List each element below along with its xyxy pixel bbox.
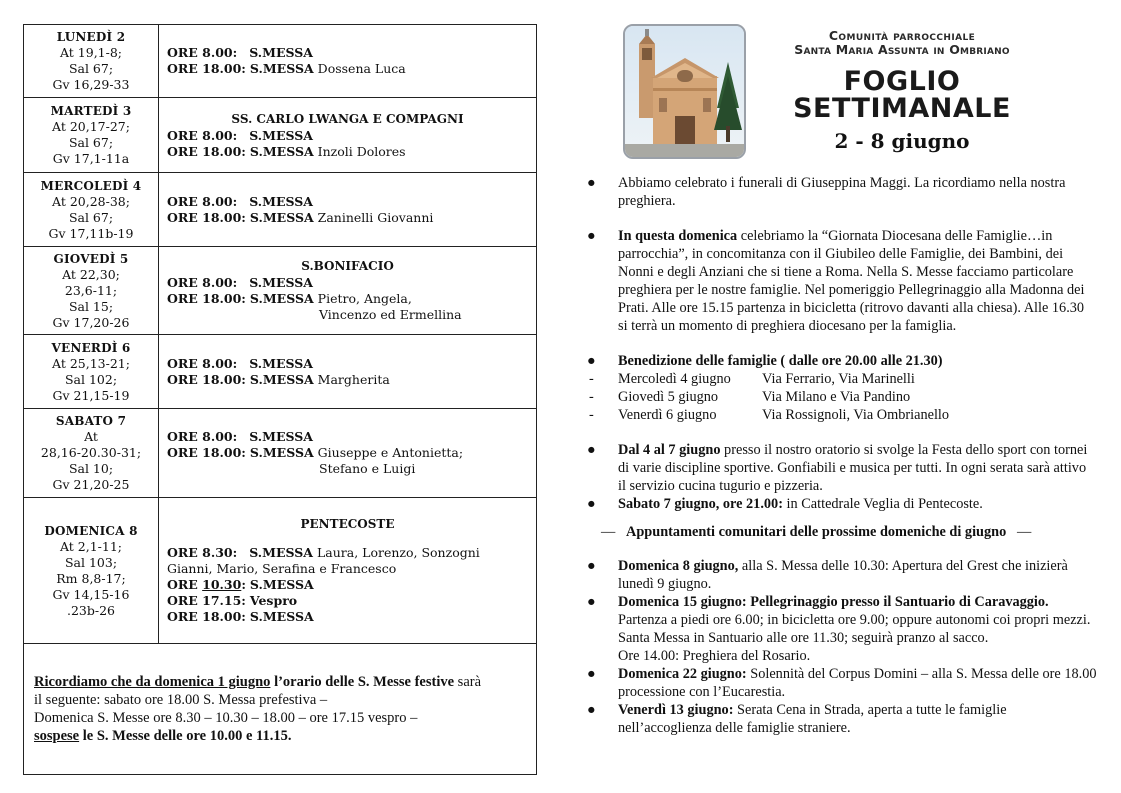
- blessing-route: - Giovedì 5 giugno Via Milano e Via Pandino: [585, 388, 1097, 406]
- schedule-row-friday: [24, 335, 536, 409]
- mass-names-continued: Stefano e Luigi: [319, 461, 416, 476]
- mass-line: ORE 8.00: S.MESSA: [167, 45, 313, 60]
- title-line-2: SETTIMANALE: [793, 93, 1011, 124]
- mass-line: ORE 18.00: S.MESSA Giuseppe e Antonietta;: [167, 445, 464, 460]
- title-line-1: FOGLIO: [843, 66, 961, 97]
- reading: Sal 67;: [68, 135, 114, 150]
- community-name: [766, 28, 1038, 57]
- section-heading: — Appuntamenti comunitari delle prossime domeniche di giugno —: [601, 524, 1032, 540]
- bullet-icon: ●: [587, 175, 596, 191]
- reading: Gv 21,15-19: [52, 387, 130, 403]
- dash-icon: -: [589, 407, 594, 423]
- mass-cell: [159, 247, 536, 334]
- bullet-icon: ●: [587, 228, 596, 244]
- reading: Sal 67;: [68, 61, 114, 76]
- bulletin-title: [790, 68, 1014, 122]
- reading: 23,6-11;: [64, 282, 118, 298]
- church-photo: [623, 24, 746, 159]
- mass-line: ORE 8.30: S.MESSA Laura, Lorenzo, Sonzogni: [167, 545, 480, 560]
- mass-line: ORE 18.00: S.MESSA Dossena Luca: [167, 61, 406, 76]
- reading: Sal 10;: [68, 461, 114, 476]
- community-line-2: Santa Maria Assunta in Ombriano: [794, 42, 1010, 57]
- feast-title: PENTECOSTE: [300, 517, 395, 531]
- mass-cell: [159, 335, 536, 408]
- bullet-icon: ●: [587, 353, 596, 369]
- bullet-icon: ●: [587, 594, 596, 610]
- day-name: SABATO 7: [55, 414, 127, 428]
- reading: Sal 102;: [64, 371, 118, 387]
- mass-line: ORE 18.00: S.MESSA Pietro, Angela,: [167, 291, 412, 306]
- day-cell: [24, 173, 159, 246]
- mass-line: ORE 18.00: S.MESSA Inzoli Dolores: [167, 143, 406, 159]
- announcements: [585, 174, 1097, 737]
- schedule-row-sunday: [24, 498, 536, 644]
- mass-line: ORE 8.00: S.MESSA: [167, 127, 313, 143]
- blessing-route: - Venerdì 6 giugno Via Rossignoli, Via Ombrianello: [585, 406, 1097, 424]
- schedule-row-saturday: [24, 409, 536, 498]
- schedule-row-monday: [24, 25, 536, 98]
- day-name: MARTEDÌ 3: [50, 104, 132, 118]
- reading: .23b-26: [66, 602, 115, 618]
- bullet-icon: ●: [587, 558, 596, 574]
- announcement-item: ● Domenica 22 giugno: Solennità del Corpus Domini – alla S. Messa delle ore 18.00 processione con l’Eucarestia.: [587, 666, 1097, 700]
- day-cell: [24, 25, 159, 97]
- mass-cell: [159, 498, 536, 643]
- day-cell: [24, 247, 159, 334]
- bullet-icon: ●: [587, 666, 596, 682]
- reading: Gv 17,20-26: [52, 314, 130, 330]
- announcement-item: ● Dal 4 al 7 giugno presso il nostro oratorio si svolge la Festa dello sport con tornei di varie discipline sportive. Gonfiabili e musica per tutti. In ogni serata sarà attivo il servizio cucina tugurio e pizzeria.: [587, 442, 1088, 494]
- festive-mass-notice: [24, 644, 536, 774]
- announcement-item: ● Abbiamo celebrato i funerali di Giuseppina Maggi. La ricordiamo nella nostra preghiera.: [587, 175, 1066, 209]
- reading: Gv 16,29-33: [52, 77, 130, 92]
- feast-title: SS. CARLO LWANGA E COMPAGNI: [231, 111, 464, 126]
- mass-names-continued: Vincenzo ed Ermellina: [319, 307, 462, 322]
- week-dates: 2 - 8 giugno: [834, 129, 970, 153]
- weekly-schedule-table: [23, 24, 537, 775]
- reading: Gv 21,20-25: [52, 477, 130, 492]
- bullet-icon: ●: [587, 496, 596, 512]
- mass-line: ORE 18.00: S.MESSA Zaninelli Giovanni: [167, 209, 434, 225]
- mass-line: ORE 10.30: S.MESSA: [167, 577, 314, 592]
- reading: At 20,28-38;: [52, 193, 130, 209]
- mass-cell: [159, 409, 536, 497]
- dash-icon: -: [589, 371, 594, 387]
- day-name: GIOVEDÌ 5: [53, 251, 129, 266]
- schedule-row-wednesday: [24, 173, 536, 247]
- mass-line: ORE 8.00: S.MESSA: [167, 429, 313, 444]
- mass-cell: [159, 25, 536, 97]
- dash-icon: -: [589, 389, 594, 405]
- announcement-item: ● Venerdì 13 giugno: Serata Cena in Strada, aperta a tutte le famiglie nell’accoglienza delle famiglie straniere.: [587, 702, 1007, 736]
- reading: Sal 67;: [68, 209, 114, 225]
- notice-line: Ricordiamo che da domenica 1 giugno l’orario delle S. Messe festive sarà: [34, 674, 482, 690]
- reading: At 2,1-11;: [59, 538, 123, 554]
- reading: 28,16-20.30-31;: [40, 445, 142, 460]
- schedule-row-tuesday: [24, 98, 536, 173]
- reading: Gv 17,11b-19: [48, 225, 134, 241]
- day-name: MERCOLEDÌ 4: [40, 178, 142, 193]
- announcement-item: ● Sabato 7 giugno, ore 21.00: in Cattedrale Veglia di Pentecoste.: [587, 496, 983, 512]
- reading: Sal 15;: [68, 298, 114, 314]
- notice-line: sospese le S. Messe delle ore 10.00 e 11.15.: [34, 728, 292, 744]
- announcement-item: ● In questa domenica celebriamo la “Giornata Diocesana delle Famiglie…in parrocchia”, in concomitanza con il Giubileo delle Famiglie, dei Bambini, dei Nonni e degli Anziani che si tiene a Roma. Nella S. Messe facciamo particolare preghiera per le nostre famiglie. Nel pomeriggio Pellegrinaggio alla Madonna dei Prati. Alle ore 15.15 partenza in bicicletta (ritrovo davanti alla chiesa). Alle 16.30 si terrà un momento di preghiera diocesano per la famiglia.: [587, 228, 1085, 334]
- notice-line: il seguente: sabato ore 18.00 S. Messa prefestiva –: [34, 692, 328, 708]
- feast-title: S.BONIFACIO: [301, 259, 394, 273]
- mass-line: ORE 8.00: S.MESSA: [167, 193, 313, 209]
- mass-names-continued: Gianni, Mario, Serafina e Francesco: [167, 561, 397, 576]
- mass-line: ORE 8.00: S.MESSA: [167, 355, 313, 371]
- day-cell: [24, 498, 159, 643]
- day-name: LUNEDÌ 2: [56, 30, 126, 44]
- day-cell: [24, 409, 159, 497]
- reading: Gv 14,15-16: [52, 586, 130, 602]
- church-illustration: [625, 26, 744, 157]
- announcement-item: ● Domenica 15 giugno: Pellegrinaggio presso il Santuario di Caravaggio. Partenza a piedi ore 6.00; in bicicletta ore 9.00; oppure autonomi coi propri mezzi. Santa Messa in Santuario alle ore 11.30; seguirà pranzo al sacco. Ore 14.00: Preghiera del Rosario.: [587, 594, 1091, 664]
- bullet-icon: ●: [587, 442, 596, 458]
- schedule-row-thursday: [24, 247, 536, 335]
- reading: Gv 17,1-11a: [52, 151, 130, 166]
- mass-cell: [159, 98, 536, 172]
- reading: At: [84, 429, 98, 444]
- blessing-route: - Mercoledì 4 giugno Via Ferrario, Via Marinelli: [585, 370, 1097, 388]
- mass-cell: [159, 173, 536, 246]
- reading: Rm 8,8-17;: [56, 570, 126, 586]
- announcement-item: ● Benedizione delle famiglie ( dalle ore 20.00 alle 21.30): [587, 353, 943, 369]
- day-cell: [24, 98, 159, 172]
- day-name: DOMENICA 8: [44, 523, 138, 538]
- mass-line: ORE 18.00: S.MESSA: [167, 609, 314, 624]
- day-cell: [24, 335, 159, 408]
- bullet-icon: ●: [587, 702, 596, 718]
- reading: At 22,30;: [62, 266, 120, 282]
- reading: Sal 103;: [64, 554, 118, 570]
- mass-line: ORE 8.00: S.MESSA: [167, 275, 313, 290]
- community-line-1: Comunità parrocchiale: [828, 28, 976, 43]
- announcement-item: ● Domenica 8 giugno, alla S. Messa delle 10.30: Apertura del Grest che inizierà lunedì 9 giugno.: [587, 558, 1068, 592]
- reading: At 20,17-27;: [52, 119, 130, 134]
- reading: At 25,13-21;: [52, 355, 130, 371]
- reading: At 19,1-8;: [59, 45, 123, 60]
- mass-line: ORE 18.00: S.MESSA Margherita: [167, 371, 390, 387]
- mass-line: ORE 17.15: Vespro: [167, 593, 298, 608]
- notice-line: Domenica S. Messe ore 8.30 – 10.30 – 18.00 – ore 17.15 vespro –: [34, 710, 418, 726]
- day-name: VENERDÌ 6: [51, 340, 131, 355]
